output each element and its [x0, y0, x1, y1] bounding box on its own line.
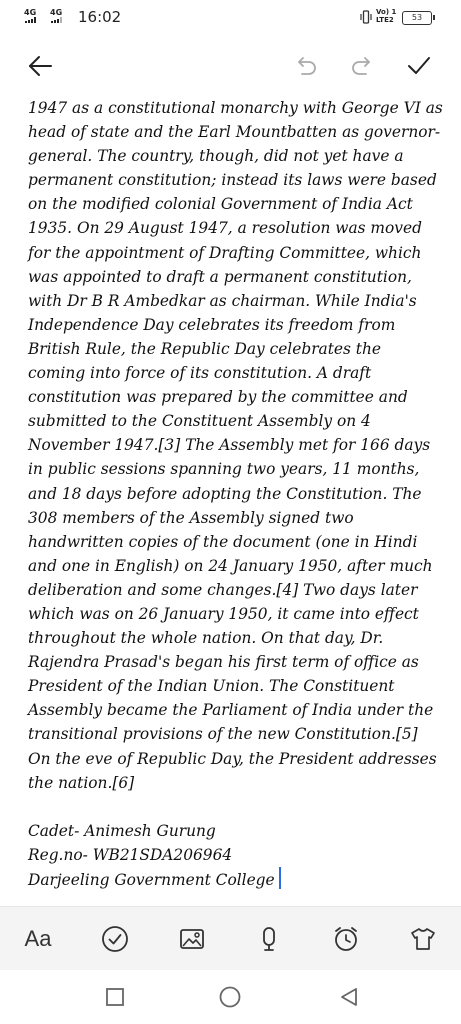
signature-college-text: Darjeeling Government College: [28, 870, 275, 889]
home-button[interactable]: [217, 984, 243, 1010]
status-time: 16:02: [78, 8, 122, 26]
microphone-icon: [255, 925, 283, 953]
signature-block: [28, 819, 443, 892]
signal-bars-icon: [51, 17, 62, 23]
sim2-network-label: 4G: [50, 8, 63, 17]
editor-toolbar: [0, 44, 461, 88]
note-body-text: 1947 as a constitutional monarchy with George VI as head of state and the Earl Mountbatten as governor-general. The country, though, did not yet have a permanent constitution; instead its laws were based on the modified colonial Government of India Act 1935. On 29 August 1947, a resolution was moved for the appointment of Drafting Committee, which was appointed to draft a permanent constitution, with Dr B R Ambedkar as chairman. While India's Independence Day celebrates its freedom from British Rule, the Republic Day celebrates the coming into force of its constitution. A draft constitution was prepared by the committee and submitted to the Constituent Assembly on 4 November 1947.[3] The Assembly met for 166 days in public sessions spanning two years, 11 months, and 18 days before adopting the Constitution. The 308 members of the Assembly signed two handwritten copies of the document (one in Hindi and one in English) on 24 January 1950, after much deliberation and some changes.[4] Two days later which was on 26 January 1950, it came into effect throughout the whole nation. On that day, Dr. Rajendra Prasad's began his first term of office as President of the Indian Union. The Constituent Assembly became the Parliament of India under the transitional provisions of the new Constitution.[5] On the eve of Republic Day, the President addresses the nation.[6]: [28, 99, 448, 792]
undo-icon: [293, 55, 319, 77]
text-style-button[interactable]: [22, 923, 54, 955]
arrow-left-icon: [27, 55, 53, 77]
signal-bars-icon: [25, 17, 36, 23]
done-button[interactable]: [405, 52, 433, 80]
alarm-clock-icon: [332, 925, 360, 953]
status-bar: [0, 0, 461, 36]
note-editor[interactable]: [28, 96, 448, 904]
undo-button[interactable]: [292, 52, 320, 80]
checklist-icon: [101, 925, 129, 953]
theme-button[interactable]: [407, 923, 439, 955]
back-button[interactable]: [26, 52, 54, 80]
text-style-icon: Aa: [24, 926, 52, 951]
tshirt-theme-icon: [409, 925, 437, 953]
sim1-network-label: 4G: [24, 8, 37, 17]
back-triangle-icon: [338, 986, 360, 1008]
reminder-button[interactable]: [330, 923, 362, 955]
redo-button[interactable]: [348, 52, 376, 80]
nav-back-button[interactable]: [336, 984, 362, 1010]
signature-line-regno: Reg.no- WB21SDA206964: [28, 845, 233, 864]
signature-line-college: [28, 867, 443, 892]
home-circle-icon: [218, 985, 242, 1009]
voice-input-button[interactable]: [253, 923, 285, 955]
check-icon: [406, 55, 432, 77]
checklist-button[interactable]: [99, 923, 131, 955]
redo-icon: [349, 55, 375, 77]
volte-indicator: [376, 8, 396, 24]
system-nav-bar: [0, 970, 461, 1024]
vibrate-icon: [360, 10, 372, 24]
volte-label: Vo) 1: [376, 8, 397, 16]
signature-line-name: Cadet- Animesh Gurung: [28, 821, 216, 840]
sim1-signal: [24, 9, 36, 25]
lte-label: LTE2: [376, 16, 394, 24]
sim2-signal: [50, 9, 62, 25]
text-cursor: [279, 867, 281, 889]
image-icon: [178, 925, 206, 953]
insert-image-button[interactable]: [176, 923, 208, 955]
recents-button[interactable]: [102, 984, 128, 1010]
recents-square-icon: [104, 986, 126, 1008]
battery-level: 53: [411, 13, 423, 22]
format-bar: [0, 906, 461, 970]
battery-icon: [402, 11, 432, 25]
